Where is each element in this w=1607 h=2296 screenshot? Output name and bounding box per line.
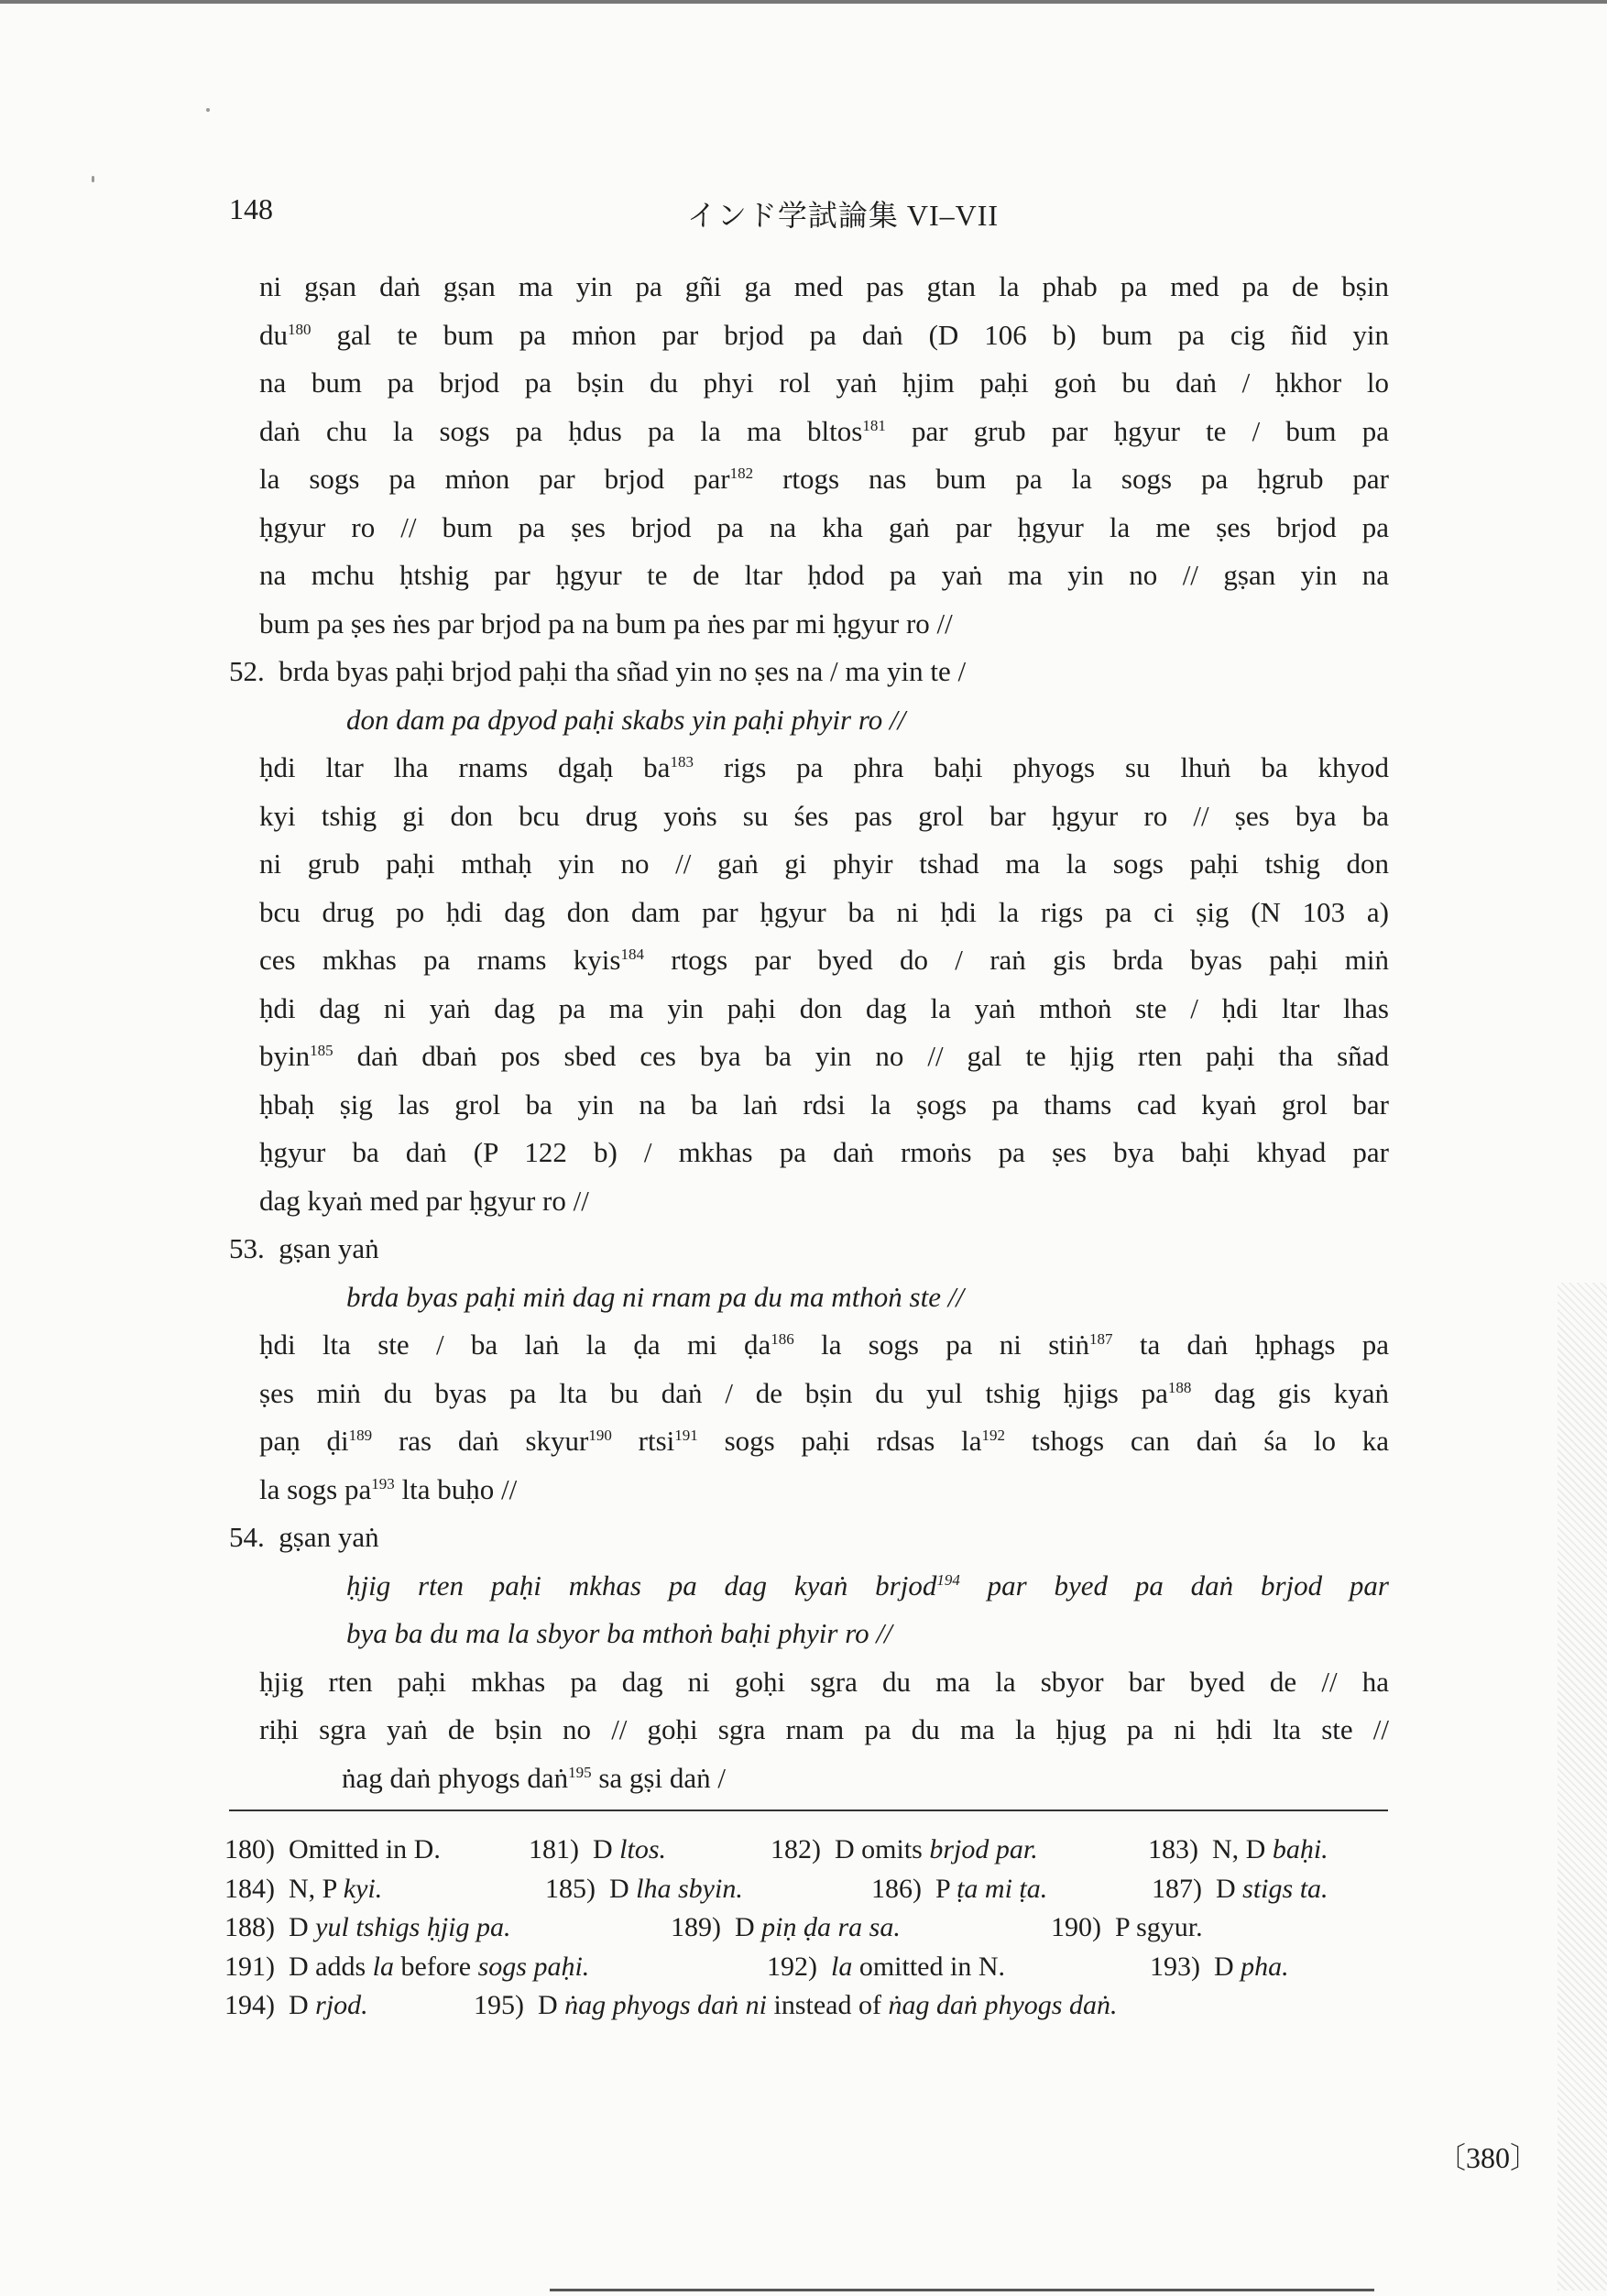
- footnote-row: [224, 1908, 1388, 1948]
- footnote-180: 180) Omitted in D.: [224, 1834, 441, 1864]
- footnote-185: 185) D lha sbyin.: [545, 1873, 743, 1904]
- text-line: ni grub paḥi mthaḥ yin no // gaṅ gi phyir tshad ma la sogs paḥi tshig don: [259, 847, 1389, 880]
- text-line: ḥdi ltar lha rnams dgaḥ $ba^{183}$ rigs pa phra baḥi phyogs su lhuṅ ba khyod: [259, 751, 1389, 783]
- footnote-189: 189) D piṇ ḍa ra sa.: [671, 1912, 901, 1942]
- footnote-row: [224, 1986, 1388, 2026]
- text-line: bcu drug po ḥdi dag don dam par ḥgyur ba ni ḥdi la rigs pa ci ṣig (N 103 a): [259, 895, 1389, 928]
- section-54-verse: bya ba du ma la sbyor ba mthoṅ baḥi phyir ro //: [346, 1617, 892, 1649]
- section-54-heading: 54. gṣan yaṅ: [229, 1521, 379, 1553]
- text-line: bum pa ṣes ṅes par brjod pa na bum pa ṅes par mi ḥgyur ro //: [259, 607, 953, 640]
- footnote-188: 188) D yul tshigs ḥjig pa.: [224, 1912, 511, 1942]
- main-text: [229, 263, 1390, 1802]
- text-line: byin$^{185}$ daṅ dbaṅ pos sbed ces bya ba yin no // gal te ḥjig rten paḥi tha sñad: [259, 1040, 1390, 1072]
- speck: [92, 176, 94, 182]
- footnote-row: [224, 1831, 1388, 1870]
- page-header: [229, 192, 1402, 238]
- folio-number: 〔380〕: [1437, 2141, 1540, 2174]
- section-53-verse: brda byas paḥi miṅ dag ni rnam pa du ma mthoṅ ste //: [346, 1280, 964, 1313]
- section-53-heading: 53. gṣan yaṅ: [229, 1232, 379, 1264]
- text-line: na mchu ḥtshig par ḥgyur te de ltar ḥdod pa yaṅ ma yin no // gṣan yin na: [259, 559, 1389, 591]
- page-number: 148: [229, 192, 273, 225]
- section-54-verse: ḥjig rten paḥi mkhas pa dag kyaṅ brjod$^{194}$ par byed pa daṅ brjod par: [346, 1569, 1389, 1602]
- text-line: $du^{180}$ gal te bum pa mṅon par brjod pa daṅ (D 106 b) bum pa cig ñid yin: [259, 318, 1389, 351]
- running-title: インド学試論集 VI–VII: [686, 199, 1000, 232]
- text-line: kyi tshig gi don bcu drug yoṅs su śes pas grol bar ḥgyur ro // ṣes bya ba: [259, 799, 1389, 832]
- footnote-191: 191) D adds la before sogs paḥi.: [224, 1951, 590, 1982]
- text-line: ḥjig rten paḥi mkhas pa dag ni goḥi sgra du ma la sbyor bar byed de // ha: [259, 1665, 1389, 1698]
- text-line: ḥbaḥ ṣig las grol ba yin na ba laṅ rdsi la ṣogs pa thams cad kyaṅ grol bar: [259, 1088, 1389, 1121]
- footnote-186: 186) P ṭa mi ṭa.: [871, 1873, 1048, 1904]
- text-line: la sogs $pa^{193}$ lta buḥo //: [259, 1472, 518, 1505]
- page-edge-stipple: [1558, 1283, 1607, 2291]
- footnote-184: 184) N, P kyi.: [224, 1873, 383, 1904]
- text-line: riḥi sgra yaṅ de bṣin no // goḥi sgra rnam pa du ma la ḥjug pa ni ḥdi lta ste //: [259, 1713, 1389, 1745]
- speck: [206, 108, 210, 112]
- footnote-182: 182) D omits brjod par.: [771, 1834, 1038, 1864]
- text-line: ces mkhas pa rnams kyis$^{184}$ rtogs par byed do / raṅ gis brda byas paḥi miṅ: [259, 944, 1390, 976]
- text-line: ḥgyur ba daṅ (P 122 b) / mkhas pa daṅ rmoṅs pa ṣes bya baḥi khyad par: [259, 1136, 1389, 1168]
- text-line: dag kyaṅ med par ḥgyur ro //: [259, 1184, 589, 1217]
- text-line: ḥdi lta ste / ba laṅ la ḍa mi ḍa$^{186}$ la sogs pa ni stiṅ$^{187}$ ta daṅ ḥphags pa: [259, 1328, 1390, 1361]
- footnote-194: 194) D rjod.: [224, 1990, 368, 2020]
- text-line: na bum pa brjod pa bṣin du phyi rol yaṅ ḥjim paḥi goṅ bu daṅ / ḥkhor lo: [259, 366, 1389, 399]
- text-line: paṇ ḍi$^{189}$ ras daṅ skyur$^{190}$ rtsi$^{191}$ sogs paḥi rdsas $la^{192}$ tshogs can daṅ śa lo ka: [259, 1425, 1390, 1457]
- footnote-192: 192) la omitted in N.: [767, 1951, 1005, 1982]
- footnote-181: 181) D ltos.: [529, 1834, 667, 1864]
- footnote-row: [224, 1870, 1388, 1909]
- text-line: ṣes miṅ du byas pa lta bu daṅ / de bṣin du yul tshig ḥjigs $pa^{188}$ dag gis kyaṅ: [259, 1376, 1389, 1409]
- text-line: ḥgyur ro // bum pa ṣes brjod pa na kha gaṅ par ḥgyur la me ṣes brjod pa: [259, 510, 1389, 543]
- footnotes: [224, 1831, 1388, 2026]
- top-edge-line: [0, 0, 1607, 4]
- text-line: ṅag daṅ phyogs daṅ$^{195}$ sa gṣi daṅ /: [342, 1761, 726, 1794]
- text-line: daṅ chu la sogs pa ḥdus pa la ma bltos$^{181}$ par grub par ḥgyur te / bum pa: [259, 414, 1389, 447]
- text-line: ni gṣan daṅ gṣan ma yin pa gñi ga med pas gtan la phab pa med pa de bṣin: [259, 270, 1389, 302]
- bottom-edge-line: [550, 2289, 1374, 2291]
- footnote-row: [224, 1948, 1388, 1987]
- footnote-195: 195) D ṅag phyogs daṅ ni instead of ṅag daṅ phyogs daṅ.: [474, 1990, 1118, 2020]
- section-52-verse: don dam pa dpyod paḥi skabs yin paḥi phyir ro //: [346, 703, 906, 736]
- footnote-rule: [229, 1809, 1388, 1811]
- footnote-183: 183) N, D baḥi.: [1148, 1834, 1328, 1864]
- footnote-190: 190) P sgyur.: [1051, 1912, 1203, 1942]
- footnote-193: 193) D pha.: [1150, 1951, 1289, 1982]
- text-line: la sogs pa mṅon par brjod par$^{182}$ rtogs nas bum pa la sogs pa ḥgrub par: [259, 463, 1389, 495]
- section-52-heading: 52. brda byas paḥi brjod paḥi tha sñad yin no ṣes na / ma yin te /: [229, 655, 967, 687]
- footnote-187: 187) D stigs ta.: [1152, 1873, 1328, 1904]
- text-line: ḥdi dag ni yaṅ dag pa ma yin paḥi don dag la yaṅ mthoṅ ste / ḥdi ltar lhas: [259, 991, 1389, 1024]
